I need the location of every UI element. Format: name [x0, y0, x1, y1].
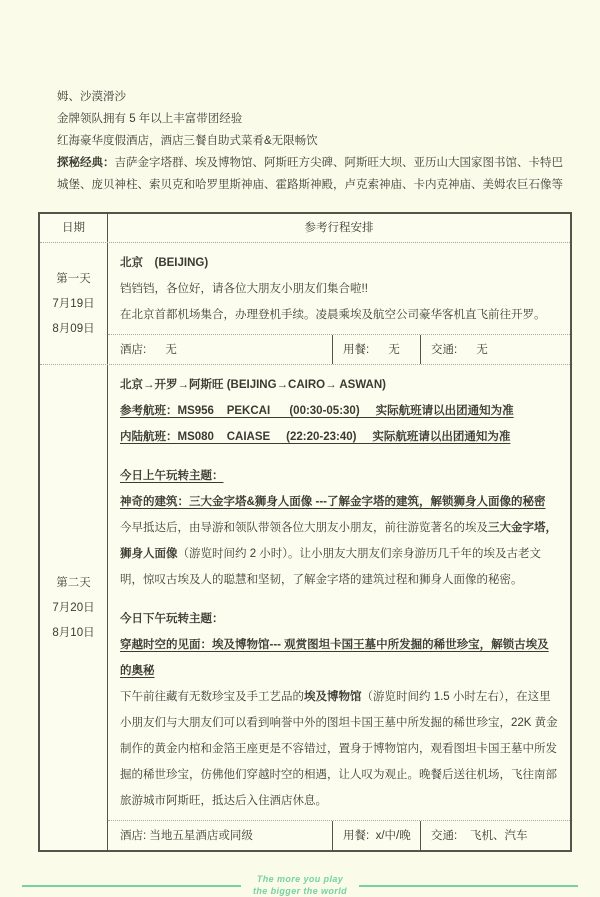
day2-flight-reference: 参考航班：MS956 PEKCAI (00:30-05:30) 实际航班请以出团通知为准: [120, 398, 558, 424]
day2-meal: 用餐: x/中/晚: [332, 821, 420, 850]
day2-date-a: 7月20日: [52, 600, 94, 616]
day1-hotel: 酒店: 无: [108, 335, 332, 364]
day2-date-cell: [40, 365, 108, 850]
day2-row: [40, 364, 570, 850]
intro-line-2: 金牌领队拥有 5 年以上丰富带团经验: [57, 108, 574, 130]
explore-classics-text: 吉萨金字塔群、埃及博物馆、阿斯旺方尖碑、阿斯旺大坝、亚历山大国家图书馆、卡特巴城堡、庞贝神柱、索贝克和哈罗里斯神庙、霍路斯神殿，卢克索神庙、卡内克神庙、美姆农巨石像等: [57, 157, 563, 191]
morning-text-bold: 三大金字塔，狮身人面像: [120, 522, 557, 560]
day2-flight-domestic: 内陆航班：MS080 CAIASE (22:20-23:40) 实际航班请以出团通知为准: [120, 424, 558, 450]
day1-row: [40, 242, 570, 364]
footer-slogan-line1: The more you play: [253, 874, 347, 886]
footer-right-rule: [359, 885, 578, 887]
day1-plan-cell: [108, 243, 570, 364]
day1-label: 第一天: [56, 271, 91, 287]
intro-highlights: [57, 152, 574, 196]
footer-slogan-text: [253, 874, 347, 897]
intro-section: [0, 0, 600, 196]
table-header-row: [40, 214, 570, 242]
day2-label: 第二天: [56, 575, 91, 591]
day2-transport: 交通: 飞机、汽车: [420, 821, 570, 850]
day2-plan-body: [108, 365, 570, 820]
day1-meal: 用餐: 无: [332, 335, 420, 364]
day1-paragraph-1: 铛铛铛，各位好，请各位大朋友小朋友们集合啦!!: [120, 276, 558, 302]
spacer: [120, 450, 558, 463]
day1-date-a: 7月19日: [52, 296, 94, 312]
day2-plan-cell: [108, 365, 570, 850]
day1-plan-body: [108, 243, 570, 334]
day2-hotel: 酒店: 当地五星酒店或同级: [108, 821, 332, 850]
day2-meals-row: [108, 820, 570, 850]
header-plan-column: 参考行程安排: [108, 214, 570, 242]
day1-transport: 交通: 无: [420, 335, 570, 364]
day1-date-cell: [40, 243, 108, 364]
day2-morning-heading: 今日上午玩转主题：: [120, 463, 558, 489]
day2-afternoon-heading: 今日下午玩转主题：: [120, 606, 558, 632]
header-date-column: 日期: [40, 214, 108, 242]
footer-slogan-line2: the bigger the world: [253, 886, 347, 897]
day2-route-title: 北京→开罗→阿斯旺 (BEIJING→CAIRO→ ASWAN): [120, 372, 558, 398]
afternoon-text-bold: 埃及博物馆: [304, 691, 362, 703]
day2-date-b: 8月10日: [52, 625, 94, 641]
morning-text-pre: 今早抵达后，由导游和领队带领各位大朋友小朋友，前往游览著名的埃及: [120, 522, 488, 534]
day2-afternoon-paragraph: [120, 684, 558, 814]
explore-classics-label: 探秘经典：: [57, 157, 115, 169]
day1-city-title: 北京 (BEIJING): [120, 250, 558, 276]
afternoon-text-pre: 下午前往藏有无数珍宝及手工艺品的: [120, 691, 304, 703]
intro-line-3: 红海豪华度假酒店，酒店三餐自助式菜肴&无限畅饮: [57, 130, 574, 152]
footer-slogan: [22, 874, 578, 897]
day1-paragraph-2: 在北京首都机场集合，办理登机手续。凌晨乘埃及航空公司豪华客机直飞前往开罗。: [120, 302, 558, 328]
footer-left-rule: [22, 885, 241, 887]
day2-morning-paragraph: [120, 515, 558, 593]
day2-afternoon-subheading: 穿越时空的见面：埃及博物馆--- 观赏图坦卡国王墓中所发掘的稀世珍宝，解锁古埃及的奥秘: [120, 632, 558, 684]
morning-text-post: （游览时间约 2 小时）。让小朋友大朋友们亲身游历几千年的埃及古老文明，惊叹古埃及人的聪慧和坚韧，了解金字塔的建筑过程和狮身人面像的秘密。: [120, 548, 541, 586]
day1-meals-row: [108, 334, 570, 364]
spacer: [120, 593, 558, 606]
afternoon-text-post: （游览时间约 1.5 小时左右），在这里小朋友们与大朋友们可以看到响誉中外的图坦卡国王墓中所发掘的稀世珍宝，22K 黄金制作的黄金内棺和金箔王座更是不容错过，置身于博物馆内，观看图坦卡国王墓中所发掘的稀世珍宝，仿佛他们穿越时空的相遇，让人叹为观止。晚餐后送往机场，飞往南部旅游城市阿斯旺，抵达后入住酒店休息。: [120, 691, 558, 807]
itinerary-table: [38, 212, 572, 852]
day2-morning-subheading: 神奇的建筑：三大金字塔&狮身人面像 ---了解金字塔的建筑，解锁狮身人面像的秘密: [120, 489, 558, 515]
day1-date-b: 8月09日: [52, 321, 94, 337]
intro-line-1: 姆、沙漠滑沙: [57, 86, 574, 108]
